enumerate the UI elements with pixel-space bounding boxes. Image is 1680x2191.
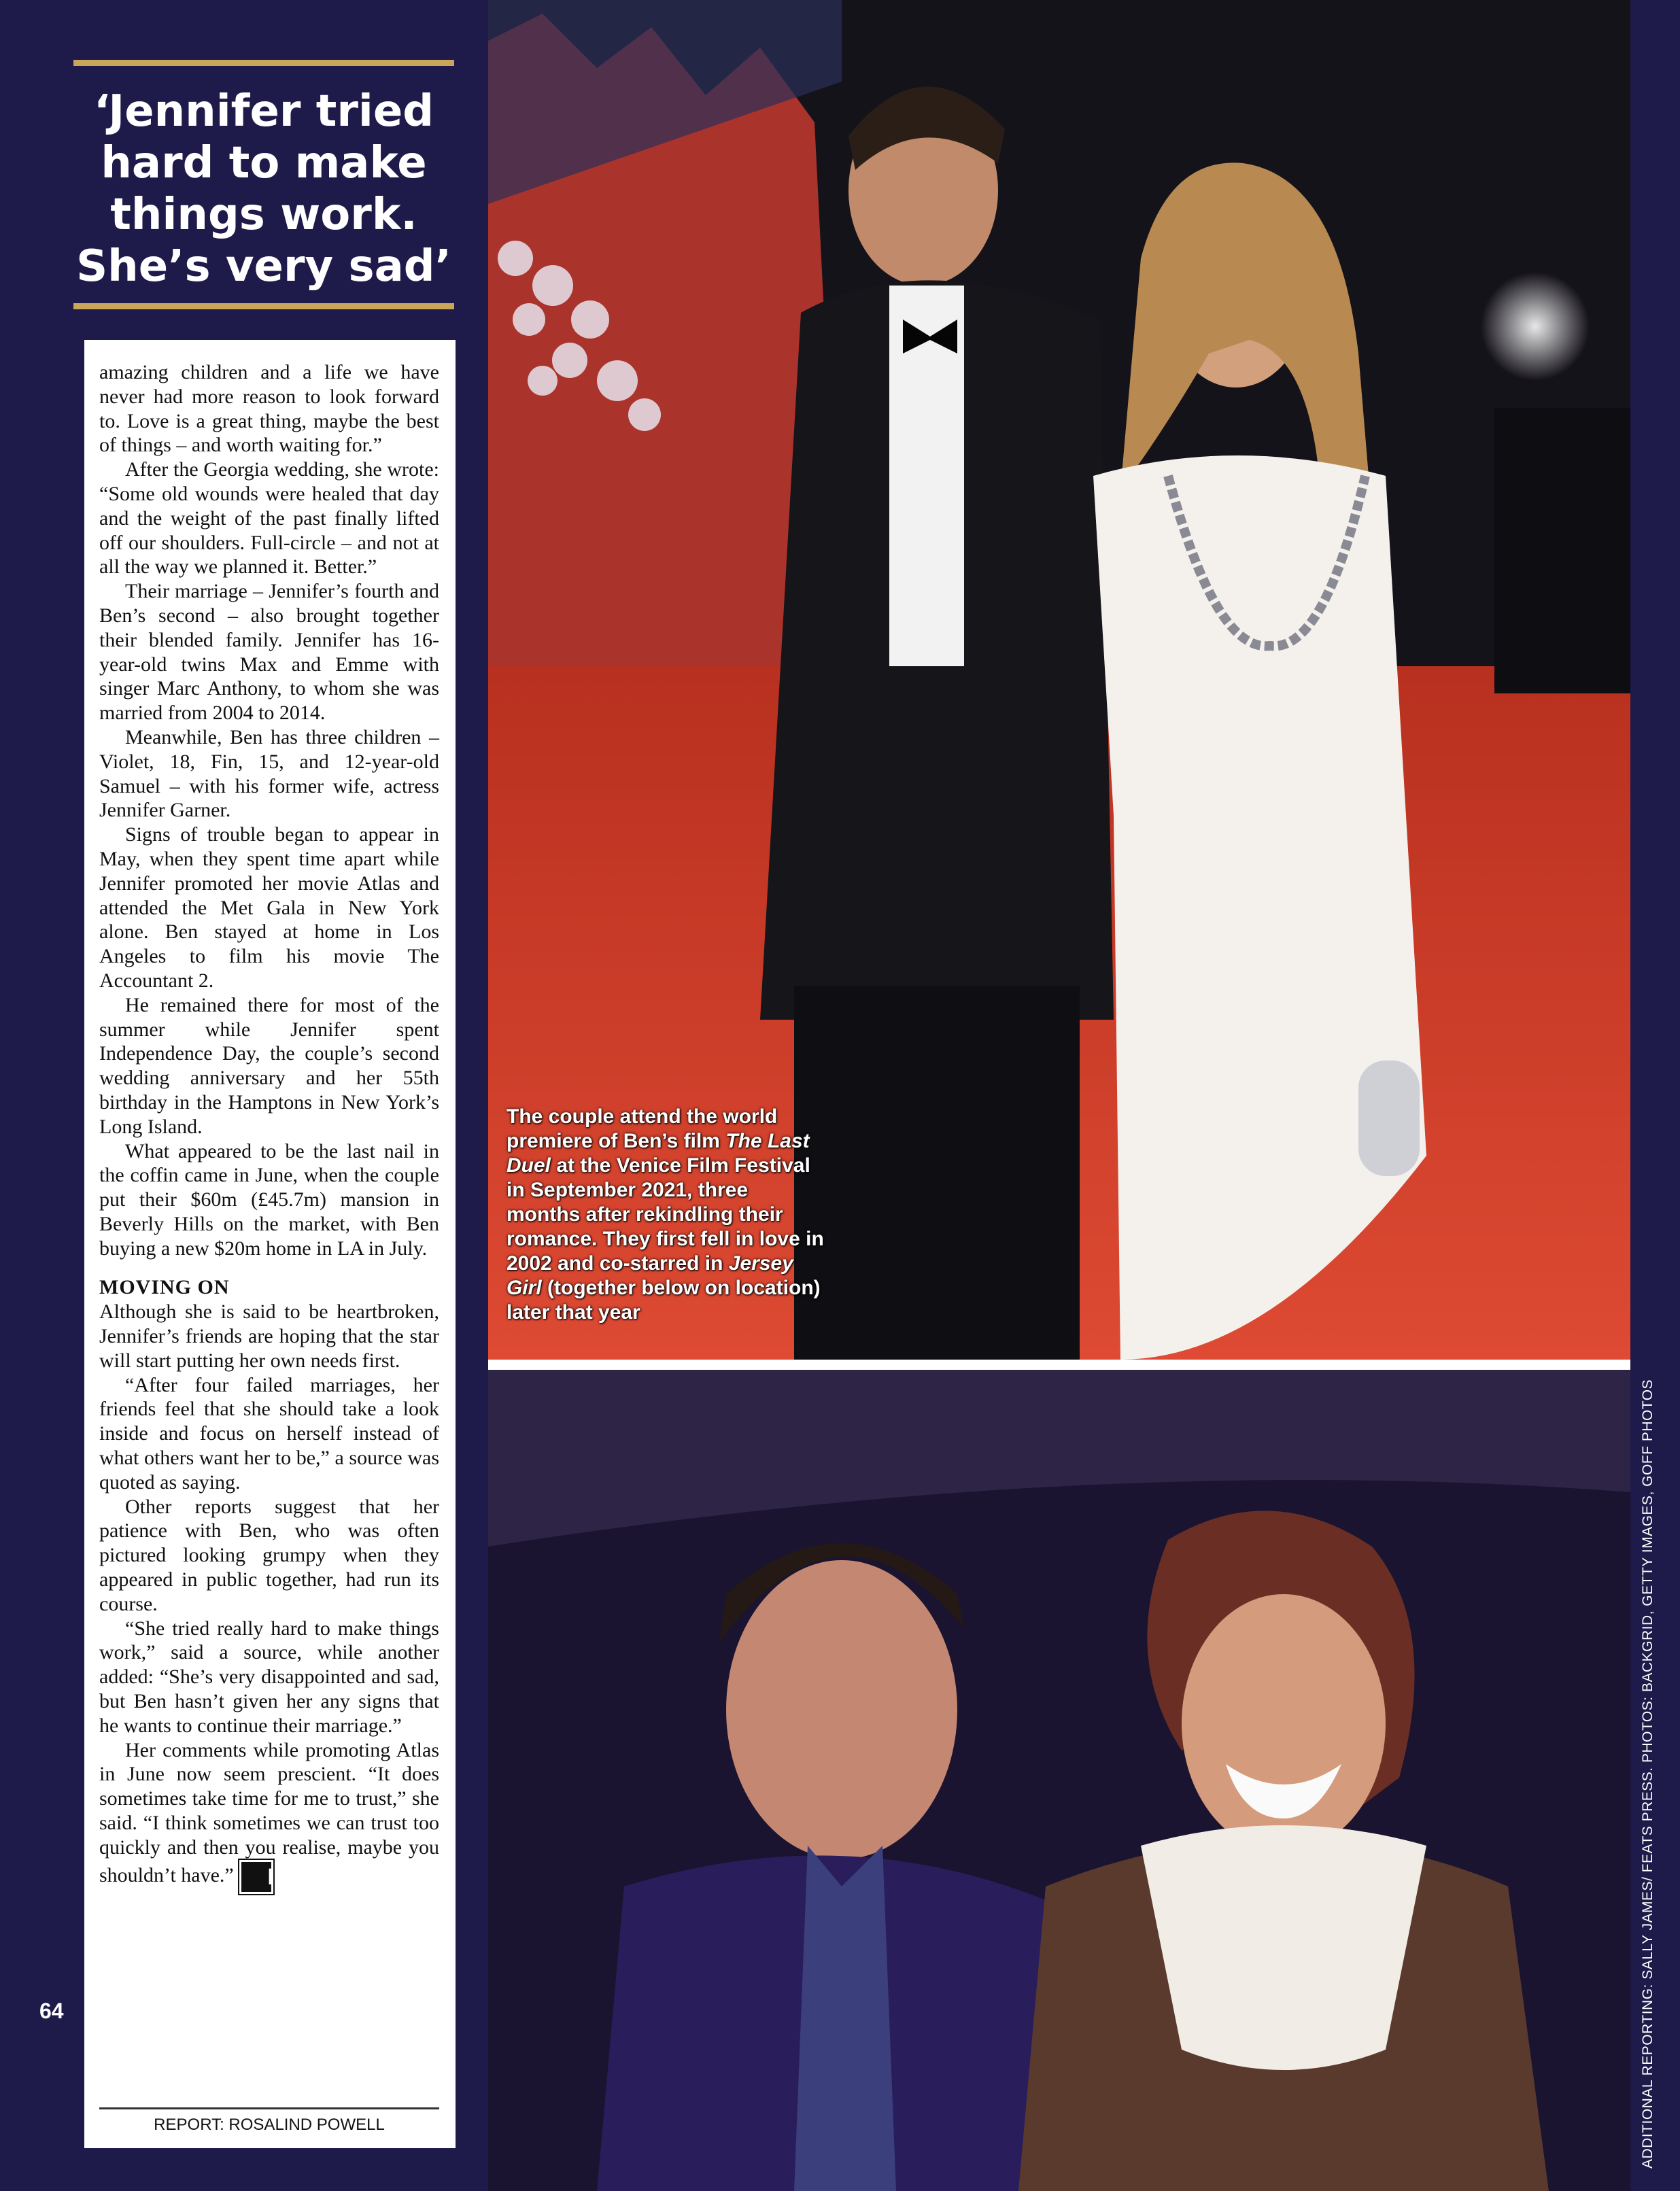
paragraph-text: Her comments while promoting Atlas in June now seem prescient. “It does sometimes take time for me to trust,” she said. “I think sometimes we can trust too quickly and then you realise, maybe you shouldn’t have.”	[99, 1738, 439, 1886]
subhead: MOVING ON	[99, 1276, 230, 1299]
paragraph: amazing children and a life we have never had more reason to look forward to. Love is a great thing, maybe the best of things – and worth waiting for.”	[99, 361, 439, 457]
pull-quote: ‘Jennifer tried hard to make things work. She’s very sad’	[76, 86, 451, 292]
paragraph: After the Georgia wedding, she wrote: “Some old wounds were healed that day and the weight of the past finally lifted off our shoulders. Full-circle – and not at all the way we planned it. Better.”	[99, 458, 439, 579]
jersey-girl-photo	[488, 1370, 1630, 2191]
article-body	[99, 360, 439, 1894]
caption-film-title: The Last Duel	[507, 1130, 810, 1177]
paragraph: Their marriage – Jennifer’s fourth and Ben’s second – also brought together their blended family. Jennifer has 16-year-old twins Max and Emme with singer Marc Anthony, to whom she was married from 2004 to 2014.	[99, 580, 439, 725]
paragraph: Signs of trouble began to appear in May, when they spent time apart while Jennifer promoted her movie Atlas and attended the Met Gala in New York alone. Ben stayed at home in Los Angeles to film his movie The Accountant 2.	[99, 823, 439, 992]
pull-quote-box	[73, 60, 454, 313]
gold-rule-bottom	[73, 303, 454, 309]
paragraph: “She tried really hard to make things work,” said a source, while another added: “She’s very disappointed and sad, but Ben hasn’t given her any signs that he wants to continue their marriage.”	[99, 1617, 439, 1737]
photo-credits: ADDITIONAL REPORTING: SALLY JAMES/ FEATS PRESS. PHOTOS: BACKGRID, GETTY IMAGES, GOFF PHOTOS	[1640, 1379, 1656, 2169]
caption-text: at the Venice Film Festival in September 2021, three months after rekindling their romance. They first fell in love in 2002 and co-starred in	[507, 1154, 824, 1275]
paragraph	[99, 1738, 439, 1894]
caption-text: (together below on location) later that year	[507, 1277, 821, 1324]
paragraph: What appeared to be the last nail in the coffin came in June, when the couple put their $60m (£45.7m) mansion in Beverly Hills on the market, with Ben buying a new $20m home in LA in July.	[99, 1139, 439, 1260]
page-number: 64	[39, 1999, 64, 2023]
article-column	[80, 340, 456, 2148]
paragraph: Although she is said to be heartbroken, Jennifer’s friends are hoping that the star will start putting her own needs first.	[99, 1300, 439, 1372]
paragraph: He remained there for most of the summer while Jennifer spent Independence Day, the couple’s second wedding anniversary and her 55th birthday in the Hamptons in New York’s Long Island.	[99, 993, 439, 1138]
report-divider	[99, 2107, 439, 2109]
paragraph: “After four failed marriages, her friends feel that she should take a look inside and focus on herself instead of what others want her to be,” a source was quoted as saying.	[99, 1373, 439, 1494]
paragraph: Meanwhile, Ben has three children – Violet, 18, Fin, 15, and 12-year-old Samuel – with his former wife, actress Jennifer Garner.	[99, 725, 439, 822]
gold-rule-top	[73, 60, 454, 66]
car-interior-illustration	[488, 1370, 1630, 2191]
caption-film-title: Jersey Girl	[507, 1252, 793, 1299]
report-credit: REPORT: ROSALIND POWELL	[154, 2116, 385, 2134]
caption-text: The couple attend the world premiere of Ben’s film	[507, 1105, 778, 1152]
end-mark-logo: H	[239, 1860, 273, 1894]
paragraph: Other reports suggest that her patience with Ben, who was often pictured looking grumpy when they appeared in public together, had run its course.	[99, 1495, 439, 1615]
photo-divider	[488, 1360, 1630, 1370]
photo-caption	[507, 1105, 826, 1325]
